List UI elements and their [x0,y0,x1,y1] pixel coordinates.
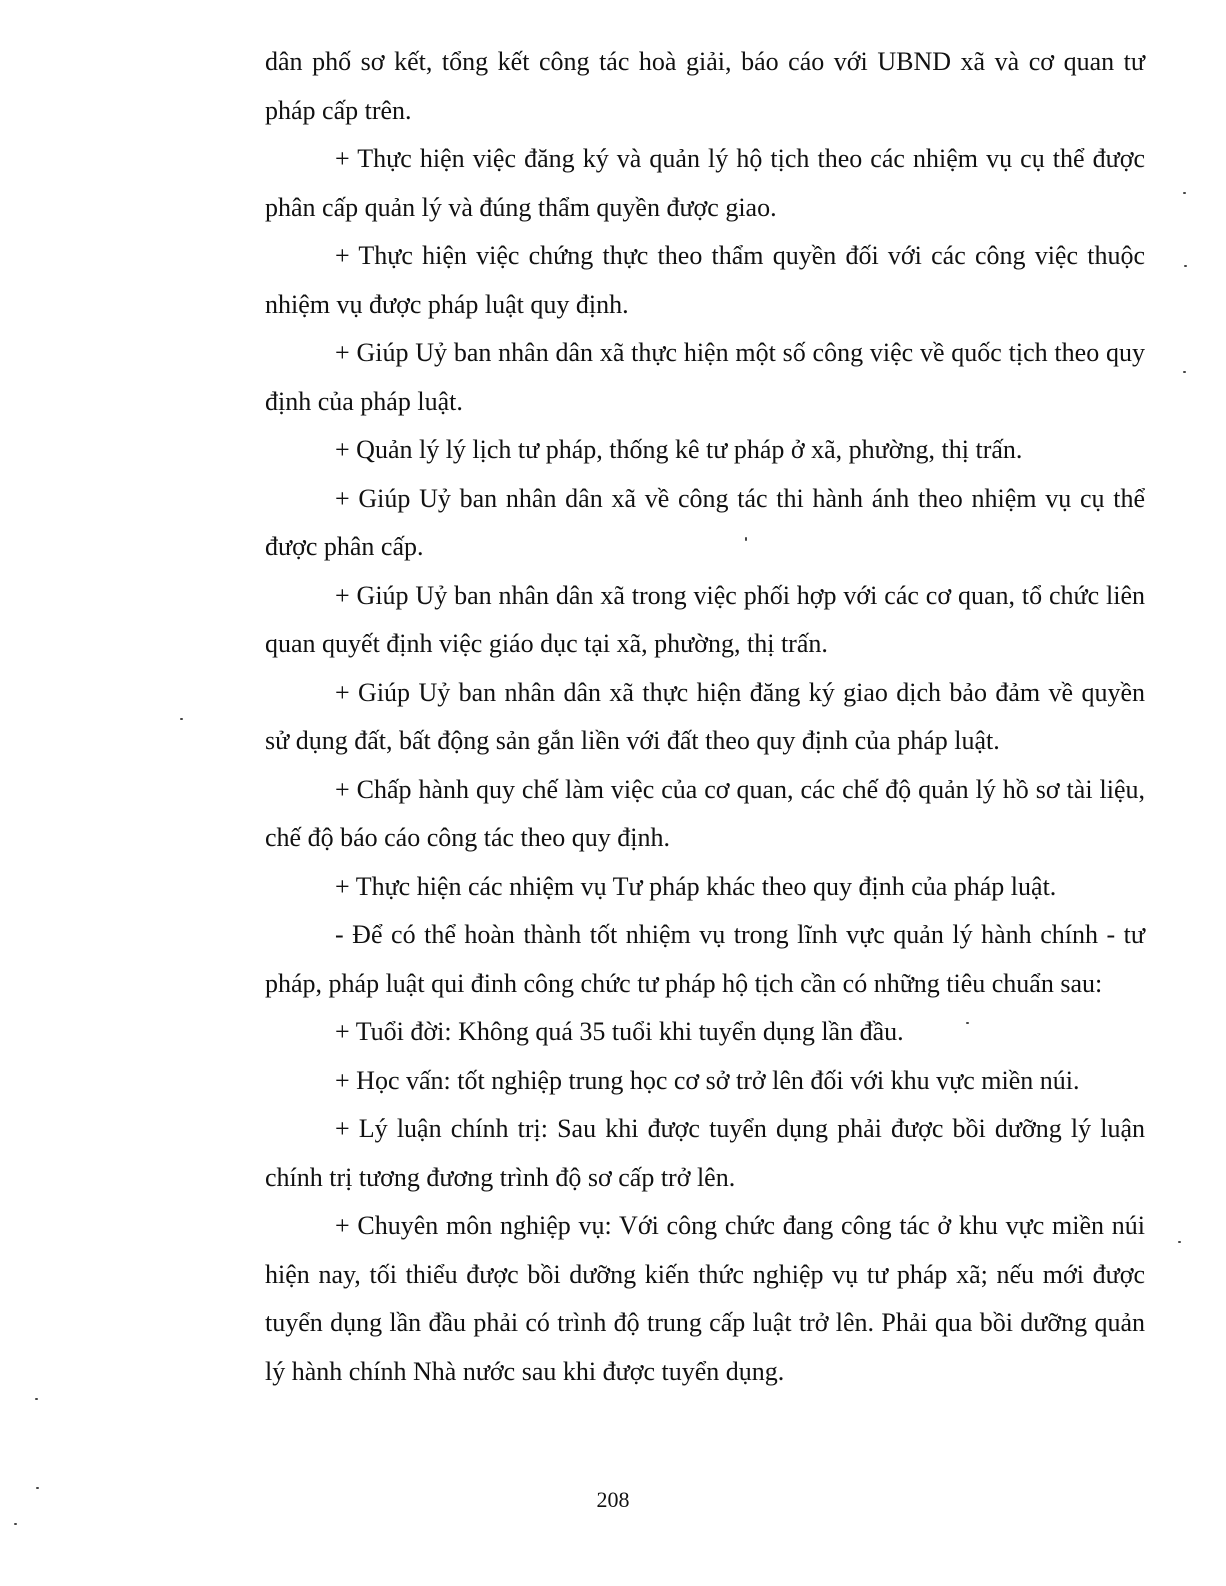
scan-speck [1184,265,1187,267]
paragraph-13: + Học vấn: tốt nghiệp trung học cơ sở trở lên đối với khu vực miền núi. [335,1065,1080,1095]
paragraph-10: + Thực hiện các nhiệm vụ Tư pháp khác theo quy định của pháp luật. [335,871,1057,901]
scan-speck [745,537,747,541]
paragraph-9: + Chấp hành quy chế làm việc của cơ quan, các chế độ quản lý hồ sơ tài liệu, chế độ báo cáo công tác theo quy định. [265,774,1145,852]
scan-speck [14,1523,17,1525]
paragraph-4: + Giúp Uỷ ban nhân dân xã thực hiện một số công việc về quốc tịch theo quy định của pháp luật. [265,338,1145,416]
scan-speck [1183,192,1186,194]
paragraph-1: dân phố sơ kết, tổng kết công tác hoà giải, báo cáo với UBND xã và cơ quan tư pháp cấp trên. [265,47,1145,125]
paragraph-2: + Thực hiện việc đăng ký và quản lý hộ tịch theo các nhiệm vụ cụ thể được phân cấp quản lý và đúng thẩm quyền được giao. [265,144,1145,222]
scan-speck [1183,371,1186,373]
body-text [265,38,1145,1396]
paragraph-6: + Giúp Uỷ ban nhân dân xã về công tác thi hành ánh theo nhiệm vụ cụ thể được phân cấp. [265,483,1145,561]
scan-speck [966,1022,969,1024]
page-number: 208 [596,1487,630,1512]
scan-speck [35,1398,38,1400]
scan-speck [36,1487,39,1489]
paragraph-7: + Giúp Uỷ ban nhân dân xã trong việc phối hợp với các cơ quan, tổ chức liên quan quyết định việc giáo dục tại xã, phường, thị trấn. [265,580,1145,658]
scan-speck [180,718,183,720]
paragraph-15: + Chuyên môn nghiệp vụ: Với công chức đang công tác ở khu vực miền núi hiện nay, tối thiểu được bồi dưỡng kiến thức nghiệp vụ tư pháp xã; nếu mới được tuyển dụng lần đầu phải có trình độ trung cấp luật trở lên. Phải qua bồi dưỡng quản lý hành chính Nhà nước sau khi được tuyển dụng. [265,1211,1145,1386]
paragraph-11: - Để có thể hoàn thành tốt nhiệm vụ trong lĩnh vực quản lý hành chính - tư pháp, pháp luật qui đinh công chức tư pháp hộ tịch cần có những tiêu chuẩn sau: [265,920,1145,998]
paragraph-14: + Lý luận chính trị: Sau khi được tuyển dụng phải được bồi dưỡng lý luận chính trị tương đương trình độ sơ cấp trở lên. [265,1114,1145,1192]
paragraph-5: + Quản lý lý lịch tư pháp, thống kê tư pháp ở xã, phường, thị trấn. [335,435,1023,464]
paragraph-8: + Giúp Uỷ ban nhân dân xã thực hiện đăng ký giao dịch bảo đảm về quyền sử dụng đất, bất động sản gắn liền với đất theo quy định của pháp luật. [265,677,1145,755]
scan-speck [1178,1241,1181,1243]
paragraph-3: + Thực hiện việc chứng thực theo thẩm quyền đối với các công việc thuộc nhiệm vụ được pháp luật quy định. [265,241,1145,319]
paragraph-12: + Tuổi đời: Không quá 35 tuổi khi tuyển dụng lần đầu. [335,1017,904,1046]
